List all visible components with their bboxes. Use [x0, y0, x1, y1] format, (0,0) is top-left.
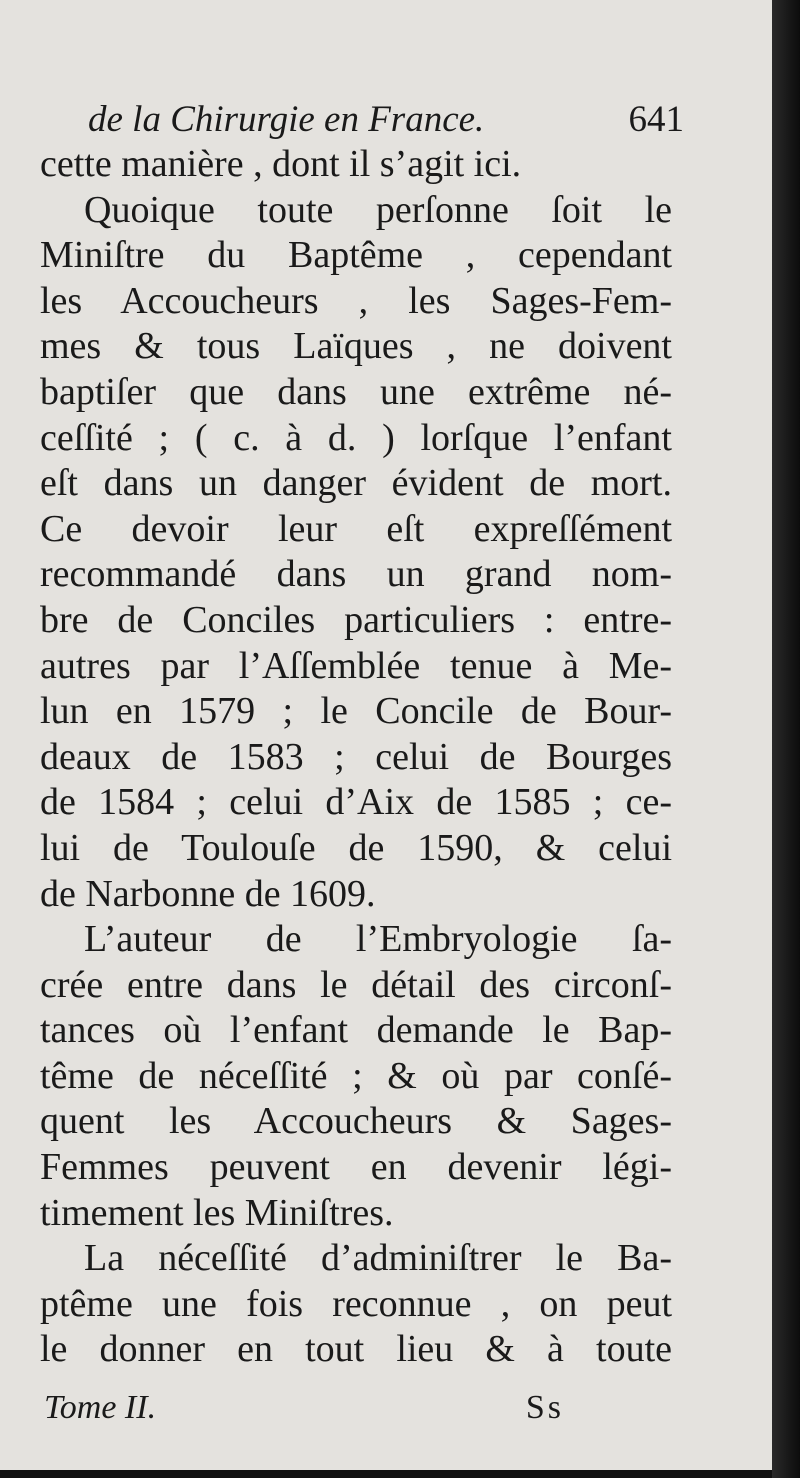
signature-mark: Ss [525, 1389, 564, 1426]
text-line: les Accoucheurs , les Sages-Fem- [40, 279, 672, 322]
text-line: quent les Accoucheurs & Sages- [40, 1100, 672, 1143]
text-line: crée entre dans le détail des circonſ- [40, 963, 672, 1006]
text-line: ceſſité ; ( c. à d. ) lorſque l’enfant [40, 416, 672, 459]
text-line: lui de Toulouſe de 1590, & celui [40, 826, 672, 869]
text-line: bre de Conciles particuliers : entre- [40, 598, 672, 641]
text-line: de 1584 ; celui d’Aix de 1585 ; ce- [40, 781, 672, 824]
page-header [88, 96, 684, 148]
text-line: le donner en tout lieu & à toute [40, 1328, 672, 1371]
text-line: deaux de 1583 ; celui de Bourges [40, 735, 672, 778]
running-title: de la Chirurgie en France. [88, 99, 485, 140]
text-line: de Narbonne de 1609. [40, 872, 376, 915]
text-line: ptême une fois reconnue , on peut [40, 1282, 672, 1325]
text-line: Femmes peuvent en devenir légi- [40, 1146, 672, 1189]
text-line: Ce devoir leur eſt expreſſément [40, 507, 672, 550]
body-text [40, 142, 672, 1373]
page-footer [44, 1384, 564, 1432]
text-line: baptiſer que dans une extrême né- [40, 370, 672, 413]
volume-label: Tome II. [44, 1389, 157, 1426]
text-line: L’auteur de l’Embryologie ſa- [84, 918, 672, 961]
text-line: tances où l’enfant demande le Bap- [40, 1009, 672, 1052]
text-line: recommandé dans un grand nom- [40, 553, 672, 596]
text-line: cette manière , dont il s’agit ici. [40, 143, 522, 185]
page-number: 641 [628, 99, 684, 140]
text-line: autres par l’Aſſemblée tenue à Me- [40, 644, 672, 687]
text-line: tême de néceſſité ; & où par conſé- [40, 1054, 672, 1097]
text-line: La néceſſité d’adminiſtrer le Ba- [84, 1237, 672, 1280]
text-line: eſt dans un danger évident de mort. [40, 462, 672, 505]
text-line: lun en 1579 ; le Concile de Bour- [40, 690, 672, 733]
text-line: timement les Miniſtres. [40, 1191, 394, 1234]
text-line: Miniſtre du Baptême , cependant [40, 234, 672, 277]
text-line: Quoique toute perſonne ſoit le [84, 188, 672, 231]
text-line: mes & tous Laïques , ne doivent [40, 325, 672, 368]
